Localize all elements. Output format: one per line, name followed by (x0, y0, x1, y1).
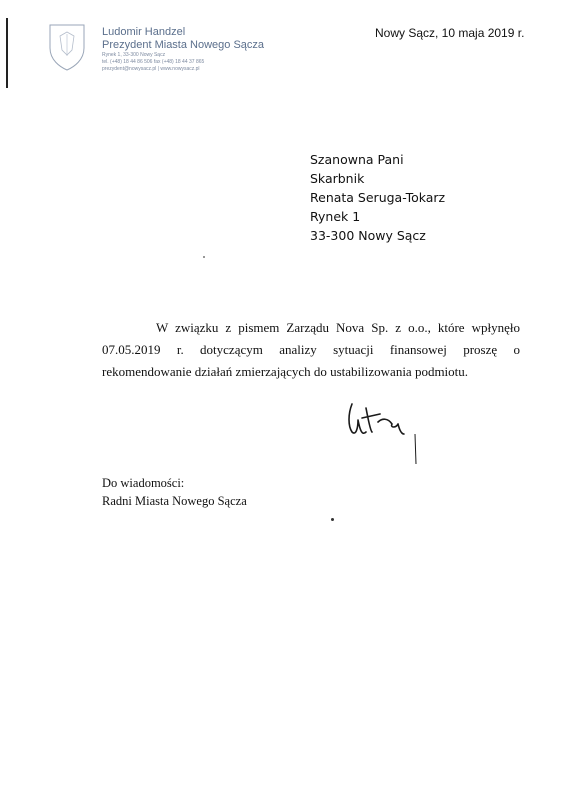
handwritten-signature (340, 398, 430, 468)
sender-address: Rynek 1, 33-300 Nowy Sącz (102, 52, 166, 58)
recipient-block (310, 150, 445, 245)
scan-speck (203, 256, 205, 258)
cc-recipients: Radni Miasta Nowego Sącza (102, 494, 247, 508)
recipient-salutation: Szanowna Pani (310, 152, 404, 167)
sender-name: Ludomir Handzel (102, 26, 186, 38)
sender-contact: prezydent@nowysacz.pl | www.nowysacz.pl (102, 66, 200, 72)
recipient-city: 33-300 Nowy Sącz (310, 228, 426, 243)
cc-label: Do wiadomości: (102, 476, 185, 490)
cc-block (102, 474, 247, 510)
sender-phone: tel. (+48) 18 44 86 506 fax (+48) 18 44 37 865 (102, 59, 205, 65)
scan-speck (331, 518, 334, 521)
letterhead (102, 26, 342, 73)
sender-title: Prezydent Miasta Nowego Sącza (102, 39, 265, 51)
recipient-name: Renata Seruga-Tokarz (310, 190, 446, 205)
recipient-position: Skarbnik (310, 171, 365, 186)
letter-body (102, 317, 520, 383)
recipient-street: Rynek 1 (310, 209, 361, 224)
letter-date: Nowy Sącz, 10 maja 2019 r. (375, 26, 525, 40)
city-crest-icon (48, 22, 86, 72)
letter-body-text: W związku z pismem Zarządu Nova Sp. z o.o., które wpłynęło 07.05.2019 r. dotyczącym analizy sytuacji finansowej proszę o rekomendowanie działań zmierzających do ustabilizowania podmiotu. (102, 320, 520, 379)
margin-mark (6, 18, 8, 88)
